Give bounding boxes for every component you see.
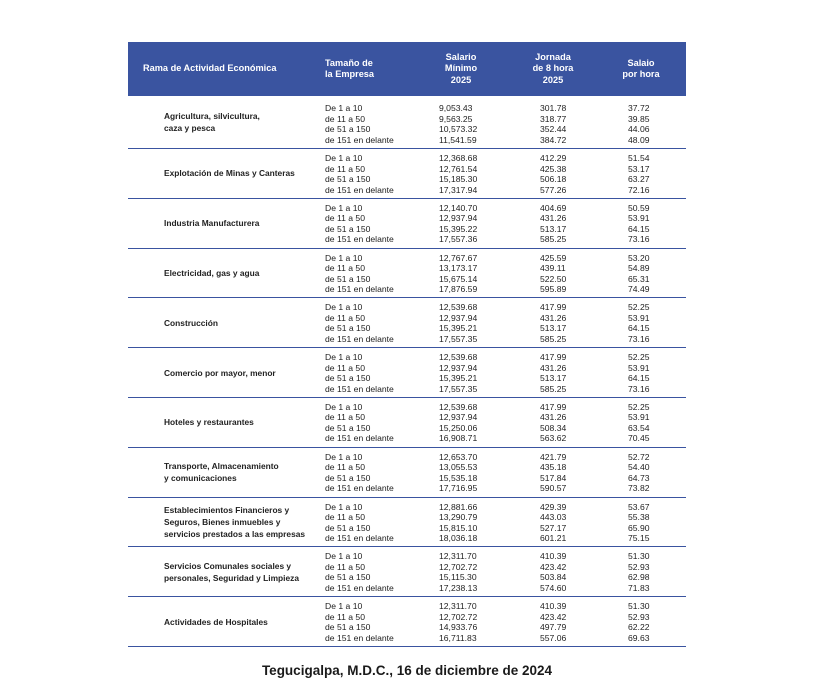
hourly-wage-cell: 52.25 xyxy=(628,401,650,412)
company-size-cell: de 51 a 150 xyxy=(325,622,371,633)
company-size-cell: de 11 a 50 xyxy=(325,312,365,323)
daily-wage-cell: 421.79 xyxy=(540,451,567,462)
header-jornada: Jornada de 8 hora 2025 xyxy=(532,51,574,85)
table-row xyxy=(128,384,686,395)
hourly-wage-cell: 71.83 xyxy=(628,582,650,593)
daily-wage-cell: 301.78 xyxy=(540,103,567,113)
daily-wage-cell: 429.39 xyxy=(540,501,567,512)
hourly-wage-cell: 53.91 xyxy=(628,362,650,373)
company-size-cell: de 11 a 50 xyxy=(325,163,365,174)
min-wage-cell: 15,250.06 xyxy=(439,422,478,433)
footer-date: Tegucigalpa, M.D.C., 16 de diciembre de 2024 xyxy=(261,663,553,678)
hourly-wage-cell: 53.20 xyxy=(628,252,650,263)
header-salario-hora: Salaio por hora xyxy=(622,57,660,79)
min-wage-cell: 17,716.95 xyxy=(439,483,478,494)
hourly-wage-cell: 73.16 xyxy=(628,333,650,344)
activity-name: Construcción xyxy=(164,317,218,328)
daily-wage-cell: 574.60 xyxy=(540,582,567,593)
daily-wage-cell: 410.39 xyxy=(540,551,567,562)
daily-wage-cell: 503.84 xyxy=(540,572,567,583)
company-size-cell: De 1 a 10 xyxy=(325,153,363,163)
min-wage-cell: 17,876.59 xyxy=(439,284,478,295)
header-salario: Salario Mínimo 2025 xyxy=(444,51,478,85)
table-row xyxy=(128,114,686,125)
company-size-cell: de 51 a 150 xyxy=(325,323,371,334)
hourly-wage-cell: 73.16 xyxy=(628,383,650,394)
hourly-wage-cell: 48.09 xyxy=(628,134,650,145)
min-wage-cell: 9,053.43 xyxy=(439,103,473,113)
min-wage-cell: 9,563.25 xyxy=(439,113,473,124)
company-size-cell: de 11 a 50 xyxy=(325,362,365,373)
table-row xyxy=(128,612,686,623)
company-size-cell: De 1 a 10 xyxy=(325,451,363,462)
table-row xyxy=(128,313,686,324)
company-size-cell: de 151 en delante xyxy=(325,433,394,444)
company-size-cell: De 1 a 10 xyxy=(325,202,363,213)
table-row xyxy=(128,583,686,594)
daily-wage-cell: 497.79 xyxy=(540,622,567,633)
daily-wage-cell: 527.17 xyxy=(540,522,567,533)
hourly-wage-cell: 37.72 xyxy=(628,103,650,113)
company-size-cell: de 51 a 150 xyxy=(325,124,371,134)
min-wage-cell: 12,937.94 xyxy=(439,362,478,373)
hourly-wage-cell: 52.25 xyxy=(628,302,650,313)
company-size-cell: de 11 a 50 xyxy=(325,462,365,473)
daily-wage-cell: 318.77 xyxy=(540,113,567,124)
table-row xyxy=(128,213,686,224)
daily-wage-cell: 404.69 xyxy=(540,202,567,213)
min-wage-cell: 15,185.30 xyxy=(439,174,478,184)
table-row xyxy=(128,412,686,423)
hourly-wage-cell: 70.45 xyxy=(628,433,650,444)
table-row xyxy=(128,473,686,484)
table-group xyxy=(128,249,686,299)
hourly-wage-cell: 53.67 xyxy=(628,501,650,512)
company-size-cell: De 1 a 10 xyxy=(325,501,363,512)
table-group xyxy=(128,547,686,597)
hourly-wage-cell: 73.82 xyxy=(628,483,650,494)
table-row xyxy=(128,462,686,473)
min-wage-cell: 12,539.68 xyxy=(439,401,478,412)
activity-name: Explotación de Minas y Canteras xyxy=(164,168,295,179)
company-size-cell: de 151 en delante xyxy=(325,632,394,643)
daily-wage-cell: 601.21 xyxy=(540,533,567,544)
hourly-wage-cell: 52.72 xyxy=(628,451,650,462)
activity-name: Transporte, Almacenamiento y comunicaciones xyxy=(164,461,279,484)
daily-wage-cell: 423.42 xyxy=(540,561,567,572)
activity-name: Electricidad, gas y agua xyxy=(164,267,260,278)
table-row xyxy=(128,174,686,185)
min-wage-cell: 12,539.68 xyxy=(439,352,478,363)
table-row xyxy=(128,562,686,573)
min-wage-cell: 12,311.70 xyxy=(439,601,477,612)
min-wage-cell: 12,653.70 xyxy=(439,451,478,462)
header-tamano: Tamaño de la Empresa xyxy=(325,57,375,79)
company-size-cell: de 11 a 50 xyxy=(325,561,365,572)
daily-wage-cell: 522.50 xyxy=(540,273,567,284)
daily-wage-cell: 431.26 xyxy=(540,412,567,423)
hourly-wage-cell: 52.93 xyxy=(628,561,650,572)
hourly-wage-cell: 54.89 xyxy=(628,263,650,274)
hourly-wage-cell: 62.22 xyxy=(628,622,650,633)
daily-wage-cell: 513.17 xyxy=(540,323,567,334)
min-wage-cell: 15,395.22 xyxy=(439,223,478,234)
daily-wage-cell: 417.99 xyxy=(540,401,567,412)
daily-wage-cell: 506.18 xyxy=(540,174,567,184)
min-wage-cell: 15,535.18 xyxy=(439,472,478,483)
company-size-cell: De 1 a 10 xyxy=(325,401,363,412)
activity-name: Actividades de Hospitales xyxy=(164,616,268,627)
min-wage-cell: 12,311.70 xyxy=(439,551,477,562)
min-wage-cell: 16,711.83 xyxy=(439,632,477,643)
table-row xyxy=(128,253,686,264)
min-wage-cell: 17,557.35 xyxy=(439,333,478,344)
table-row xyxy=(128,135,686,146)
company-size-cell: de 151 en delante xyxy=(325,383,394,394)
hourly-wage-cell: 52.25 xyxy=(628,352,650,363)
group-rows xyxy=(128,253,686,295)
group-rows xyxy=(128,352,686,394)
hourly-wage-cell: 74.49 xyxy=(628,284,650,295)
table-group xyxy=(128,597,686,647)
table-row xyxy=(128,203,686,214)
daily-wage-cell: 443.03 xyxy=(540,512,567,523)
group-rows xyxy=(128,502,686,544)
table-row xyxy=(128,185,686,196)
min-wage-cell: 12,702.72 xyxy=(439,561,478,572)
company-size-cell: de 11 a 50 xyxy=(325,213,365,224)
table-row xyxy=(128,523,686,534)
hourly-wage-cell: 39.85 xyxy=(628,113,650,124)
daily-wage-cell: 431.26 xyxy=(540,312,567,323)
table-row xyxy=(128,334,686,345)
activity-name: Industria Manufacturera xyxy=(164,218,260,229)
table-row xyxy=(128,224,686,235)
daily-wage-cell: 417.99 xyxy=(540,302,567,313)
table-group xyxy=(128,298,686,348)
min-wage-cell: 12,368.68 xyxy=(439,153,478,163)
company-size-cell: de 151 en delante xyxy=(325,134,394,145)
company-size-cell: de 151 en delante xyxy=(325,333,394,344)
table-row xyxy=(128,423,686,434)
table-group xyxy=(128,199,686,249)
table-row xyxy=(128,572,686,583)
hourly-wage-cell: 65.31 xyxy=(628,273,650,284)
company-size-cell: de 11 a 50 xyxy=(325,412,365,423)
group-rows xyxy=(128,203,686,245)
daily-wage-cell: 557.06 xyxy=(540,632,567,643)
table-row xyxy=(128,352,686,363)
daily-wage-cell: 431.26 xyxy=(540,213,567,224)
daily-wage-cell: 410.39 xyxy=(540,601,567,612)
table-row xyxy=(128,601,686,612)
table-row xyxy=(128,633,686,644)
activity-name: Comercio por mayor, menor xyxy=(164,367,276,378)
table-row xyxy=(128,274,686,285)
header-rama: Rama de Actividad Económica xyxy=(143,63,277,74)
company-size-cell: De 1 a 10 xyxy=(325,302,363,313)
company-size-cell: de 51 a 150 xyxy=(325,174,371,184)
min-wage-cell: 12,767.67 xyxy=(439,252,478,263)
daily-wage-cell: 425.59 xyxy=(540,252,567,263)
hourly-wage-cell: 64.73 xyxy=(628,472,650,483)
company-size-cell: de 11 a 50 xyxy=(325,611,365,622)
group-rows xyxy=(128,452,686,494)
table-row xyxy=(128,551,686,562)
min-wage-cell: 17,317.94 xyxy=(439,184,478,195)
daily-wage-cell: 423.42 xyxy=(540,611,567,622)
daily-wage-cell: 431.26 xyxy=(540,362,567,373)
hourly-wage-cell: 72.16 xyxy=(628,184,650,195)
min-wage-cell: 12,539.68 xyxy=(439,302,478,313)
min-wage-cell: 12,881.66 xyxy=(439,501,478,512)
hourly-wage-cell: 53.91 xyxy=(628,213,650,224)
min-wage-cell: 15,675.14 xyxy=(439,273,478,284)
table-row xyxy=(128,402,686,413)
hourly-wage-cell: 50.59 xyxy=(628,202,650,213)
company-size-cell: de 11 a 50 xyxy=(325,512,365,523)
hourly-wage-cell: 63.27 xyxy=(628,174,650,184)
table-row xyxy=(128,533,686,544)
hourly-wage-cell: 51.54 xyxy=(628,153,650,163)
daily-wage-cell: 585.25 xyxy=(540,333,567,344)
group-rows xyxy=(128,153,686,195)
table-group xyxy=(128,149,686,199)
min-wage-cell: 12,937.94 xyxy=(439,412,478,423)
company-size-cell: de 11 a 50 xyxy=(325,113,365,124)
company-size-cell: De 1 a 10 xyxy=(325,601,363,612)
table-row xyxy=(128,512,686,523)
company-size-cell: de 51 a 150 xyxy=(325,472,371,483)
hourly-wage-cell: 52.93 xyxy=(628,611,650,622)
min-wage-cell: 12,937.94 xyxy=(439,312,478,323)
min-wage-cell: 17,238.13 xyxy=(439,582,478,593)
min-wage-cell: 16,908.71 xyxy=(439,433,478,444)
company-size-cell: de 151 en delante xyxy=(325,483,394,494)
company-size-cell: de 51 a 150 xyxy=(325,572,371,583)
min-wage-cell: 15,395.21 xyxy=(439,323,478,334)
daily-wage-cell: 439.11 xyxy=(540,263,566,274)
company-size-cell: de 51 a 150 xyxy=(325,223,371,234)
daily-wage-cell: 513.17 xyxy=(540,373,567,384)
group-rows xyxy=(128,402,686,444)
table-row xyxy=(128,263,686,274)
min-wage-cell: 15,815.10 xyxy=(439,522,478,533)
company-size-cell: De 1 a 10 xyxy=(325,252,363,263)
table-row xyxy=(128,234,686,245)
hourly-wage-cell: 44.06 xyxy=(628,124,650,134)
hourly-wage-cell: 54.40 xyxy=(628,462,650,473)
hourly-wage-cell: 53.91 xyxy=(628,312,650,323)
table-group xyxy=(128,96,686,149)
table-row xyxy=(128,483,686,494)
table-group xyxy=(128,398,686,448)
min-wage-cell: 12,761.54 xyxy=(439,163,478,174)
hourly-wage-cell: 64.15 xyxy=(628,323,650,334)
table-group xyxy=(128,498,686,548)
min-wage-cell: 12,702.72 xyxy=(439,611,478,622)
min-wage-cell: 12,140.70 xyxy=(439,202,478,213)
min-wage-cell: 15,395.21 xyxy=(439,373,478,384)
company-size-cell: de 151 en delante xyxy=(325,582,394,593)
table-group xyxy=(128,448,686,498)
company-size-cell: De 1 a 10 xyxy=(325,352,363,363)
daily-wage-cell: 435.18 xyxy=(540,462,567,473)
min-wage-cell: 15,115.30 xyxy=(439,572,477,583)
daily-wage-cell: 585.25 xyxy=(540,383,567,394)
wage-table xyxy=(128,42,686,647)
daily-wage-cell: 508.34 xyxy=(540,422,567,433)
table-row xyxy=(128,302,686,313)
min-wage-cell: 13,055.53 xyxy=(439,462,478,473)
hourly-wage-cell: 69.63 xyxy=(628,632,650,643)
company-size-cell: de 51 a 150 xyxy=(325,373,371,384)
company-size-cell: de 51 a 150 xyxy=(325,422,371,433)
hourly-wage-cell: 53.17 xyxy=(628,163,650,174)
table-row xyxy=(128,622,686,633)
hourly-wage-cell: 64.15 xyxy=(628,223,650,234)
company-size-cell: de 151 en delante xyxy=(325,284,394,295)
company-size-cell: de 51 a 150 xyxy=(325,273,371,284)
min-wage-cell: 12,937.94 xyxy=(439,213,478,224)
min-wage-cell: 13,290.79 xyxy=(439,512,478,523)
table-row xyxy=(128,153,686,164)
table-row xyxy=(128,284,686,295)
hourly-wage-cell: 75.15 xyxy=(628,533,650,544)
table-group xyxy=(128,348,686,398)
company-size-cell: de 51 a 150 xyxy=(325,522,371,533)
daily-wage-cell: 595.89 xyxy=(540,284,567,295)
daily-wage-cell: 563.62 xyxy=(540,433,567,444)
min-wage-cell: 17,557.36 xyxy=(439,234,478,245)
activity-name: Establecimientos Financieros y Seguros, Bienes inmuebles y servicios prestados a las empresas xyxy=(164,504,306,539)
daily-wage-cell: 517.84 xyxy=(540,472,567,483)
hourly-wage-cell: 63.54 xyxy=(628,422,650,433)
daily-wage-cell: 425.38 xyxy=(540,163,567,174)
daily-wage-cell: 585.25 xyxy=(540,234,567,245)
group-rows xyxy=(128,302,686,344)
table-row xyxy=(128,373,686,384)
table-row xyxy=(128,124,686,135)
min-wage-cell: 11,541.59 xyxy=(439,134,477,145)
daily-wage-cell: 352.44 xyxy=(540,124,567,134)
activity-name: Servicios Comunales sociales y personales, Seguridad y Limpieza xyxy=(164,560,299,583)
table-header xyxy=(128,42,686,96)
daily-wage-cell: 577.26 xyxy=(540,184,567,195)
hourly-wage-cell: 62.98 xyxy=(628,572,650,583)
group-rows xyxy=(128,601,686,643)
daily-wage-cell: 417.99 xyxy=(540,352,567,363)
hourly-wage-cell: 51.30 xyxy=(628,551,650,562)
table-body xyxy=(128,96,686,647)
daily-wage-cell: 412.29 xyxy=(540,153,567,163)
table-row xyxy=(128,323,686,334)
min-wage-cell: 10,573.32 xyxy=(439,124,478,134)
min-wage-cell: 17,557.35 xyxy=(439,383,478,394)
group-rows xyxy=(128,551,686,593)
daily-wage-cell: 513.17 xyxy=(540,223,567,234)
company-size-cell: De 1 a 10 xyxy=(325,103,363,113)
company-size-cell: de 151 en delante xyxy=(325,234,394,245)
group-rows xyxy=(128,103,686,145)
company-size-cell: de 11 a 50 xyxy=(325,263,365,274)
company-size-cell: De 1 a 10 xyxy=(325,551,363,562)
activity-name: Hoteles y restaurantes xyxy=(164,417,254,428)
min-wage-cell: 18,036.18 xyxy=(439,533,478,544)
hourly-wage-cell: 55.38 xyxy=(628,512,650,523)
table-row xyxy=(128,363,686,374)
hourly-wage-cell: 65.90 xyxy=(628,522,650,533)
activity-name: Agricultura, silvicultura, caza y pesca xyxy=(164,111,260,133)
hourly-wage-cell: 53.91 xyxy=(628,412,650,423)
hourly-wage-cell: 73.16 xyxy=(628,234,650,245)
hourly-wage-cell: 51.30 xyxy=(628,601,650,612)
company-size-cell: de 151 en delante xyxy=(325,184,394,195)
table-row xyxy=(128,164,686,175)
table-row xyxy=(128,103,686,114)
hourly-wage-cell: 64.15 xyxy=(628,373,650,384)
table-row xyxy=(128,452,686,463)
daily-wage-cell: 590.57 xyxy=(540,483,567,494)
table-row xyxy=(128,433,686,444)
table-row xyxy=(128,502,686,513)
daily-wage-cell: 384.72 xyxy=(540,134,567,145)
min-wage-cell: 14,933.76 xyxy=(439,622,478,633)
company-size-cell: de 151 en delante xyxy=(325,533,394,544)
min-wage-cell: 13,173.17 xyxy=(439,263,478,274)
